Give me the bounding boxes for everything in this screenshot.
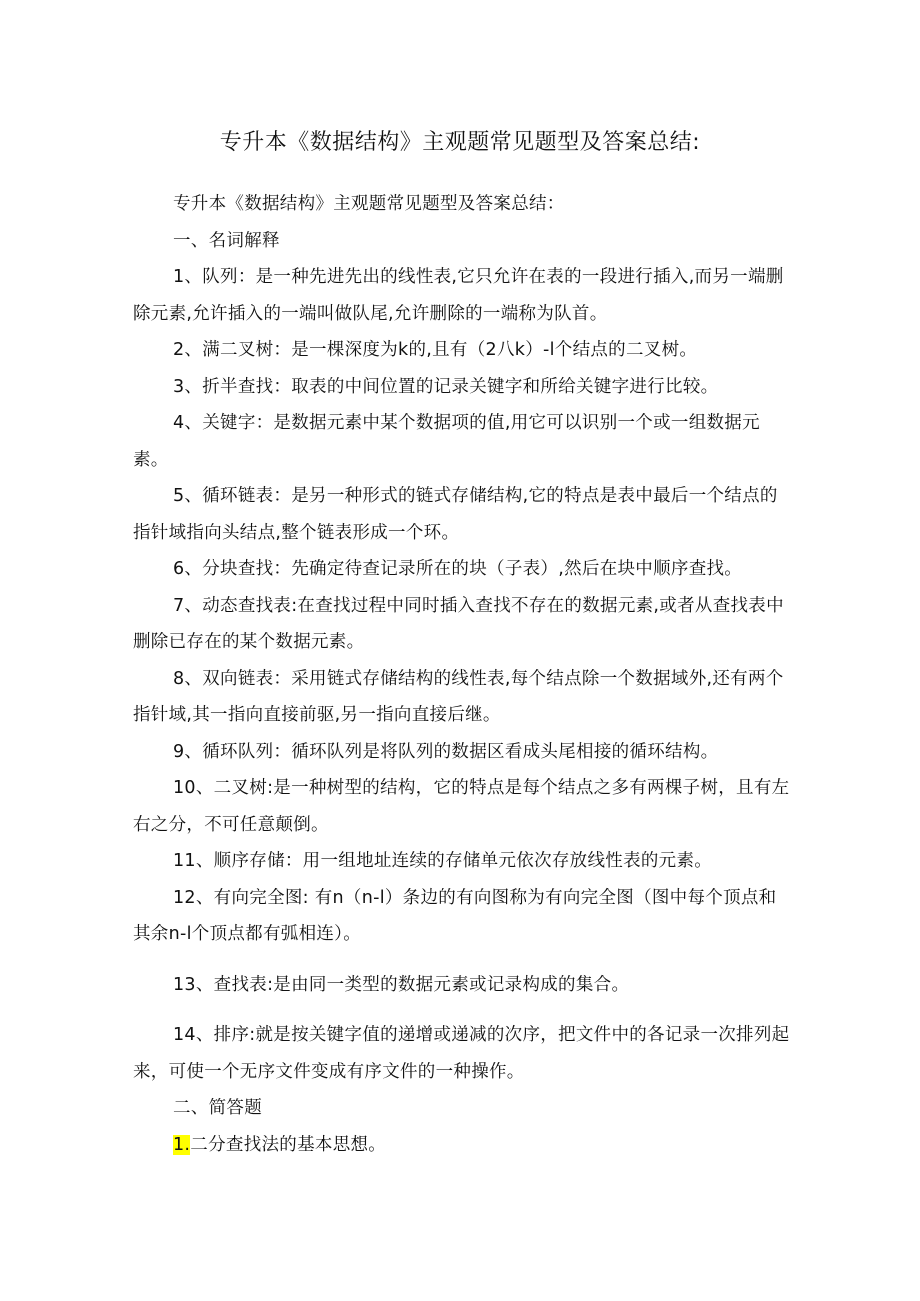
term-item: 9、循环队列：循环队列是将队列的数据区看成头尾相接的循环结构。 — [173, 741, 719, 762]
question-item — [133, 1127, 793, 1164]
term-item: 11、顺序存储：用一组地址连续的存储单元依次存放线性表的元素。 — [173, 851, 713, 871]
term-item: 4、关键字：是数据元素中某个数据项的值,用它可以识别一个或一组数据元素。 — [133, 413, 760, 470]
section-heading-short-answer: 二、简答题 — [173, 1098, 262, 1118]
term-item: 12、有向完全图: 有n（n-l）条边的有向图称为有向完全图（图中每个顶点和其余n-l个顶点都有弧相连）。 — [133, 887, 777, 944]
term-item: 13、查找表:是由同一类型的数据元素或记录构成的集合。 — [173, 974, 630, 995]
document-title: 专升本《数据结构》主观题常见题型及答案总结: — [219, 130, 701, 155]
term-item: 5、循环链表：是另一种形式的链式存储结构,它的特点是表中最后一个结点的指针域指向头结点,整个链表形成一个环。 — [133, 486, 778, 543]
term-item: 3、折半查找：取表的中间位置的记录关键字和所给关键字进行比较。 — [173, 376, 719, 397]
document-body — [133, 186, 793, 1163]
section-heading-terms: 一、名词解释 — [173, 230, 280, 251]
intro-line: 专升本《数据结构》主观题常见题型及答案总结： — [173, 194, 565, 214]
term-item: 14、排序:就是按关键字值的递增或递减的次序，把文件中的各记录一次排列起来，可使一个无序文件变成有序文件的一种操作。 — [133, 1025, 790, 1082]
question-text: 二分查找法的基本思想。 — [190, 1134, 387, 1155]
term-item: 1、队列：是一种先进先出的线性表,它只允许在表的一段进行插入,而另一端删除元素,允许插入的一端叫做队尾,允许删除的一端称为队首。 — [133, 267, 784, 324]
highlighted-number: 1. — [173, 1134, 191, 1155]
term-item: 8、双向链表：采用链式存储结构的线性表,每个结点除一个数据域外,还有两个指针域,其一指向直接前驱,另一指向直接后继。 — [133, 668, 784, 725]
term-item: 7、动态查找表:在查找过程中同时插入查找不存在的数据元素,或者从查找表中删除已存在的某个数据元素。 — [133, 595, 784, 652]
term-item: 10、二叉树:是一种树型的结构，它的特点是每个结点之多有两棵子树，且有左右之分，不可任意颠倒。 — [133, 778, 790, 835]
term-item: 2、满二叉树：是一棵深度为k的,且有（2八k）-l个结点的二叉树。 — [173, 340, 698, 360]
term-item: 6、分块查找：先确定待查记录所在的块（子表）,然后在块中顺序查找。 — [173, 559, 743, 579]
